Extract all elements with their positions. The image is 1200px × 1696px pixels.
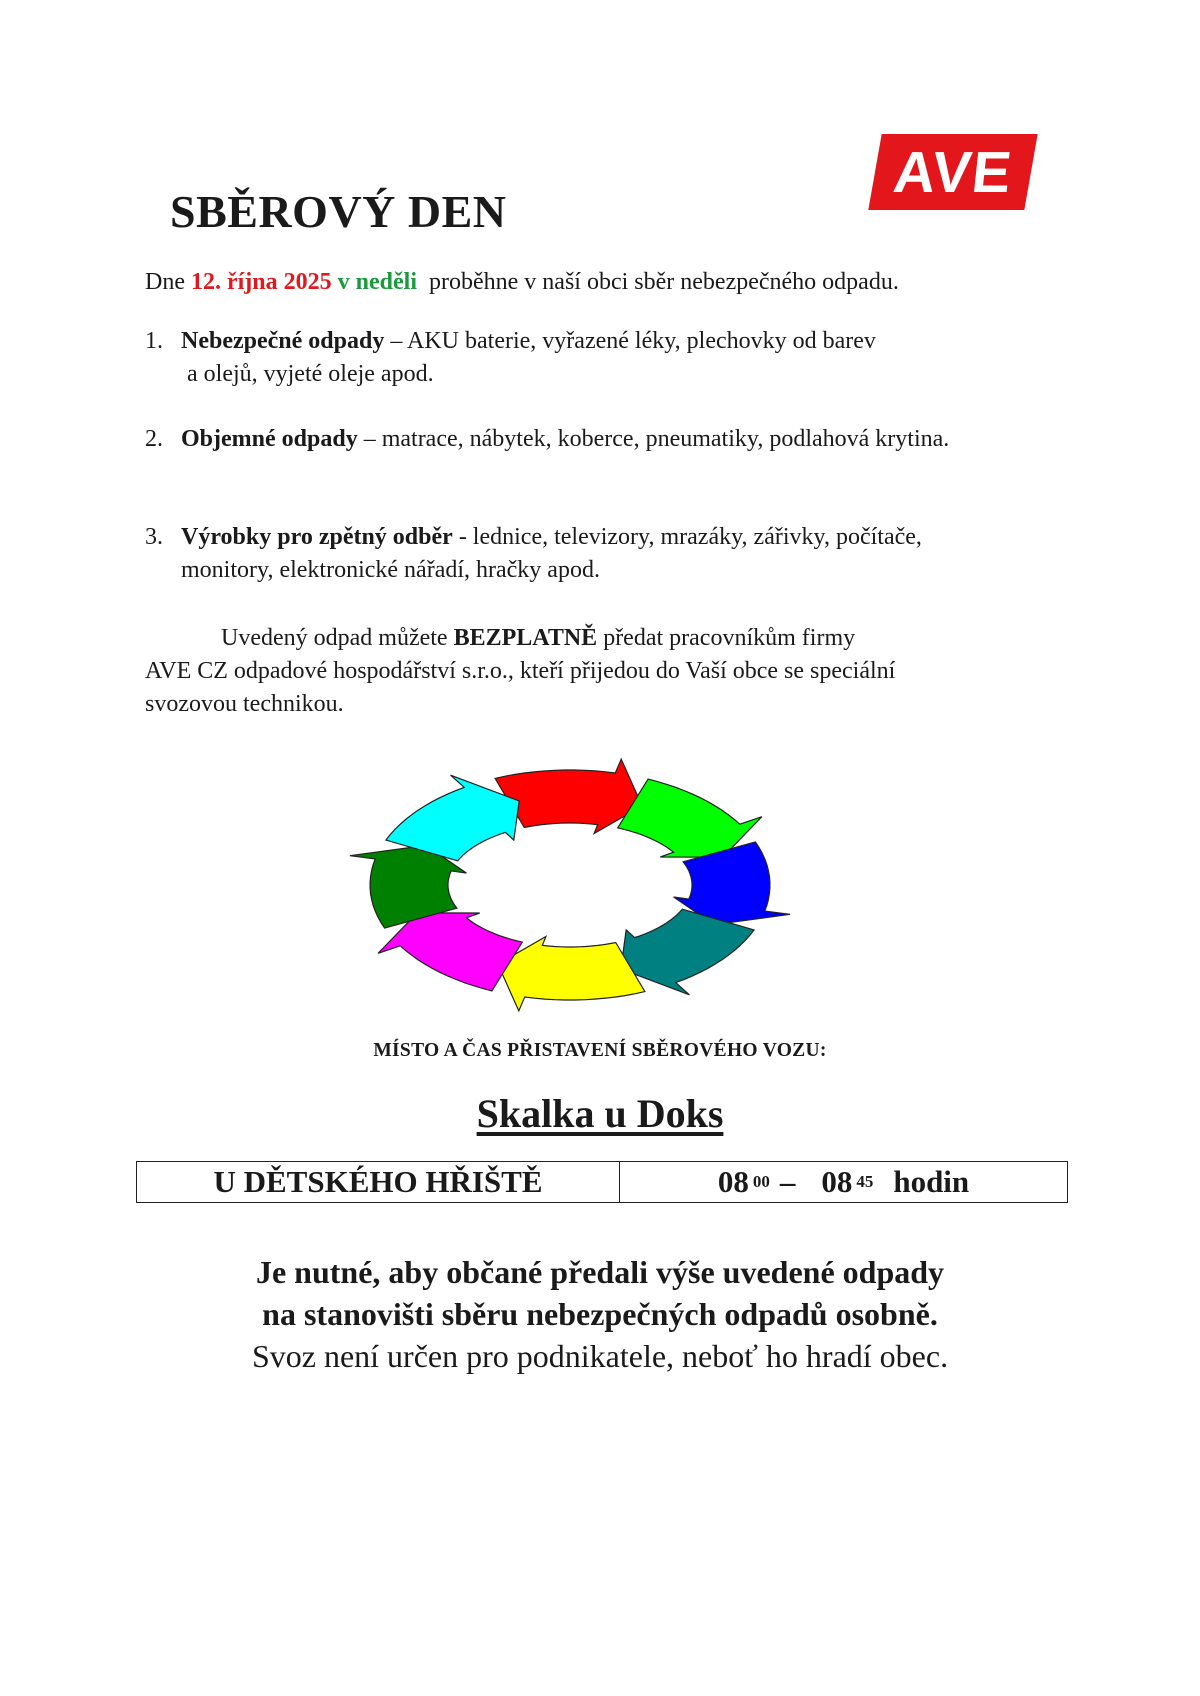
closing-line-2: na stanovišti sběru nebezpečných odpadů osobně.: [262, 1296, 938, 1332]
end-minutes: 45: [856, 1172, 874, 1191]
list-number: 3.: [145, 524, 163, 550]
intro-date: 12. října 2025: [190, 269, 332, 295]
item-bold: Objemné odpady: [181, 426, 358, 452]
paragraph-bold: BEZPLATNĚ: [453, 625, 598, 651]
paragraph-line-1: [145, 622, 1065, 655]
item-bold: Výrobky pro zpětný odběr: [181, 524, 453, 550]
list-number: 1.: [145, 328, 163, 354]
start-hour: 08: [717, 1164, 749, 1199]
schedule-table: [136, 1161, 1068, 1203]
end-hour: 08: [821, 1164, 853, 1199]
list-item: [145, 325, 1065, 391]
list-item: [145, 423, 1065, 456]
paragraph-before: Uvedený odpad můžete: [221, 625, 454, 651]
item-line-1: [181, 325, 1065, 358]
recycle-arrows-icon: [335, 745, 805, 1015]
item-line-1: [181, 521, 1065, 554]
location-heading: MÍSTO A ČAS PŘISTAVENÍ SBĚROVÉHO VOZU:: [373, 1040, 827, 1061]
closing-line-1: Je nutné, aby občané předali výše uvedené odpady: [255, 1254, 945, 1290]
info-paragraph: [145, 622, 1065, 721]
cycle-arrow: [378, 913, 522, 991]
paragraph-line-2: AVE CZ odpadové hospodářství s.r.o., kteří přijedou do Vaší obce se speciální: [145, 658, 896, 684]
paragraph-line-3: svozovou technikou.: [145, 691, 344, 717]
cycle-arrow: [498, 937, 645, 1011]
list-number: 2.: [145, 426, 163, 452]
item-line-2: a olejů, vyjeté oleje apod.: [187, 361, 434, 387]
item-body: [181, 423, 1065, 456]
time-dash: –: [779, 1164, 796, 1199]
item-text: – matrace, nábytek, koberce, pneumatiky, podlahová krytina.: [357, 426, 950, 452]
closing-line-3: Svoz není určen pro podnikatele, neboť ho hradí obec.: [251, 1338, 949, 1374]
place-name-wrap: [0, 1090, 1200, 1137]
item-text: – AKU baterie, vyřazené léky, plechovky od barev: [384, 328, 876, 354]
ave-logo-text: AVE: [890, 139, 1016, 205]
ave-logo: [868, 134, 1037, 210]
list-item: [145, 521, 1065, 587]
paragraph-after: předat pracovníkům firmy: [597, 625, 856, 651]
item-bold: Nebezpečné odpady: [181, 328, 385, 354]
intro-line: [145, 266, 899, 299]
start-minutes: 00: [752, 1172, 770, 1191]
intro-day: v neděli: [331, 269, 417, 295]
item-text: - lednice, televizory, mrazáky, zářivky, počítače,: [452, 524, 922, 550]
schedule-spot: U DĚTSKÉHO HŘIŠTĚ: [137, 1162, 620, 1202]
place-name: Skalka u Doks: [476, 1091, 724, 1136]
intro-suffix: proběhne v naší obci sběr nebezpečného odpadu.: [417, 269, 899, 295]
intro-prefix: Dne: [145, 269, 191, 295]
schedule-time: [620, 1162, 1067, 1202]
cycle-arrow: [495, 759, 642, 833]
page-title: SBĚROVÝ DEN: [170, 186, 507, 237]
closing-notice: [0, 1251, 1200, 1377]
cycle-arrow: [618, 779, 762, 857]
time-unit: hodin: [893, 1164, 970, 1199]
item-line-2: monitory, elektronické nářadí, hračky apod.: [181, 557, 600, 583]
